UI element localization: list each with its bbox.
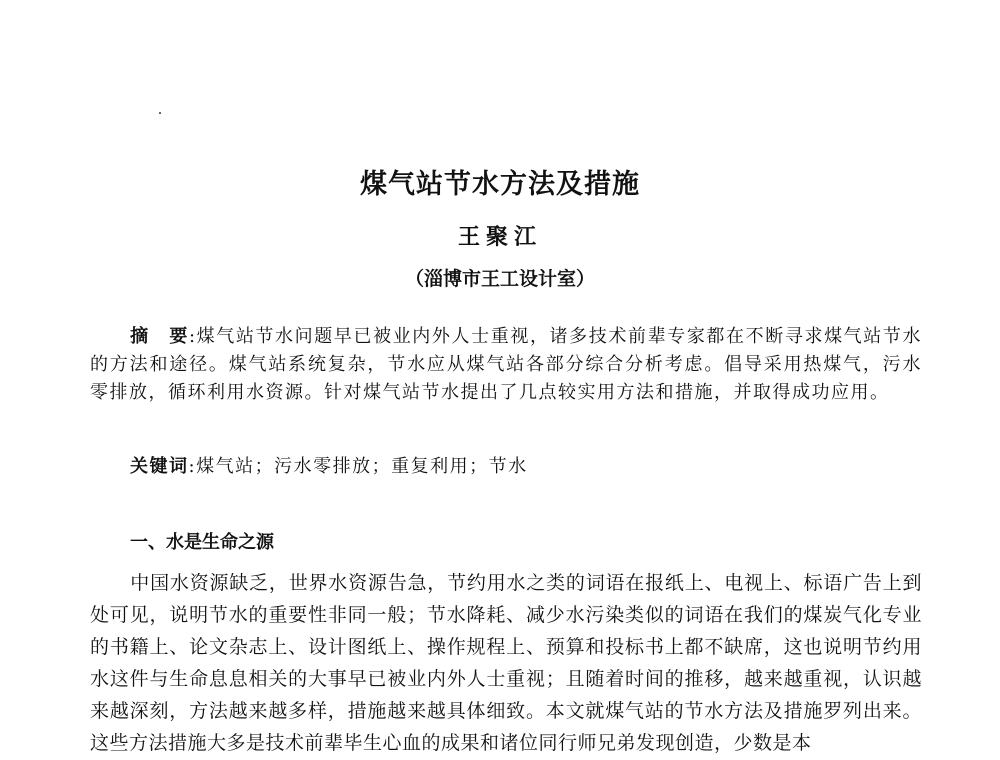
keywords-line (130, 453, 920, 481)
section-heading: 一、水是生命之源 (130, 532, 274, 553)
abstract-text: :煤气站节水问题早已被业内外人士重视，诸多技术前辈专家都在不断寻求煤气站节水的方法和途径。煤气站系统复杂，节水应从煤气站各部分综合分析考虑。倡导采用热煤气，污水零排放，循环利用水资源。针对煤气站节水提出了几点较实用方法和措施，并取得成功应用。 (90, 326, 923, 403)
abstract-label: 摘 要 (130, 326, 189, 347)
scan-speck (159, 112, 161, 114)
paper-title: 煤气站节水方法及措施 (360, 169, 640, 200)
author-affiliation: （淄博市王工设计室） (404, 268, 595, 290)
author-name: 王聚江 (457, 224, 542, 250)
keywords-label: 关键词 (130, 456, 189, 477)
abstract-paragraph (90, 323, 922, 407)
keywords-text: :煤气站；污水零排放；重复利用；节水 (188, 456, 528, 477)
section-body-text: 中国水资源缺乏，世界水资源告急，节约用水之类的词语在报纸上、电视上、标语广告上到处可见，说明节水的重要性非同一般；节水降耗、减少水污染类似的词语在我们的煤炭气化专业的书籍上、论文杂志上、设计图纸上、操作规程上、预算和投标书上都不缺席，这也说明节约用水这件与生命息息相关的大事早已被业内外人士重视；且随着时间的推移，越来越重视，认识越来越深刻，方法越来越多样，措施越来越具体细致。本文就煤气站的节水方法及措施罗列出来。这些方法措施大多是技术前辈毕生心血的成果和诸位同行师兄弟发现创造，少数是本 (90, 572, 922, 754)
section-body (90, 567, 922, 759)
